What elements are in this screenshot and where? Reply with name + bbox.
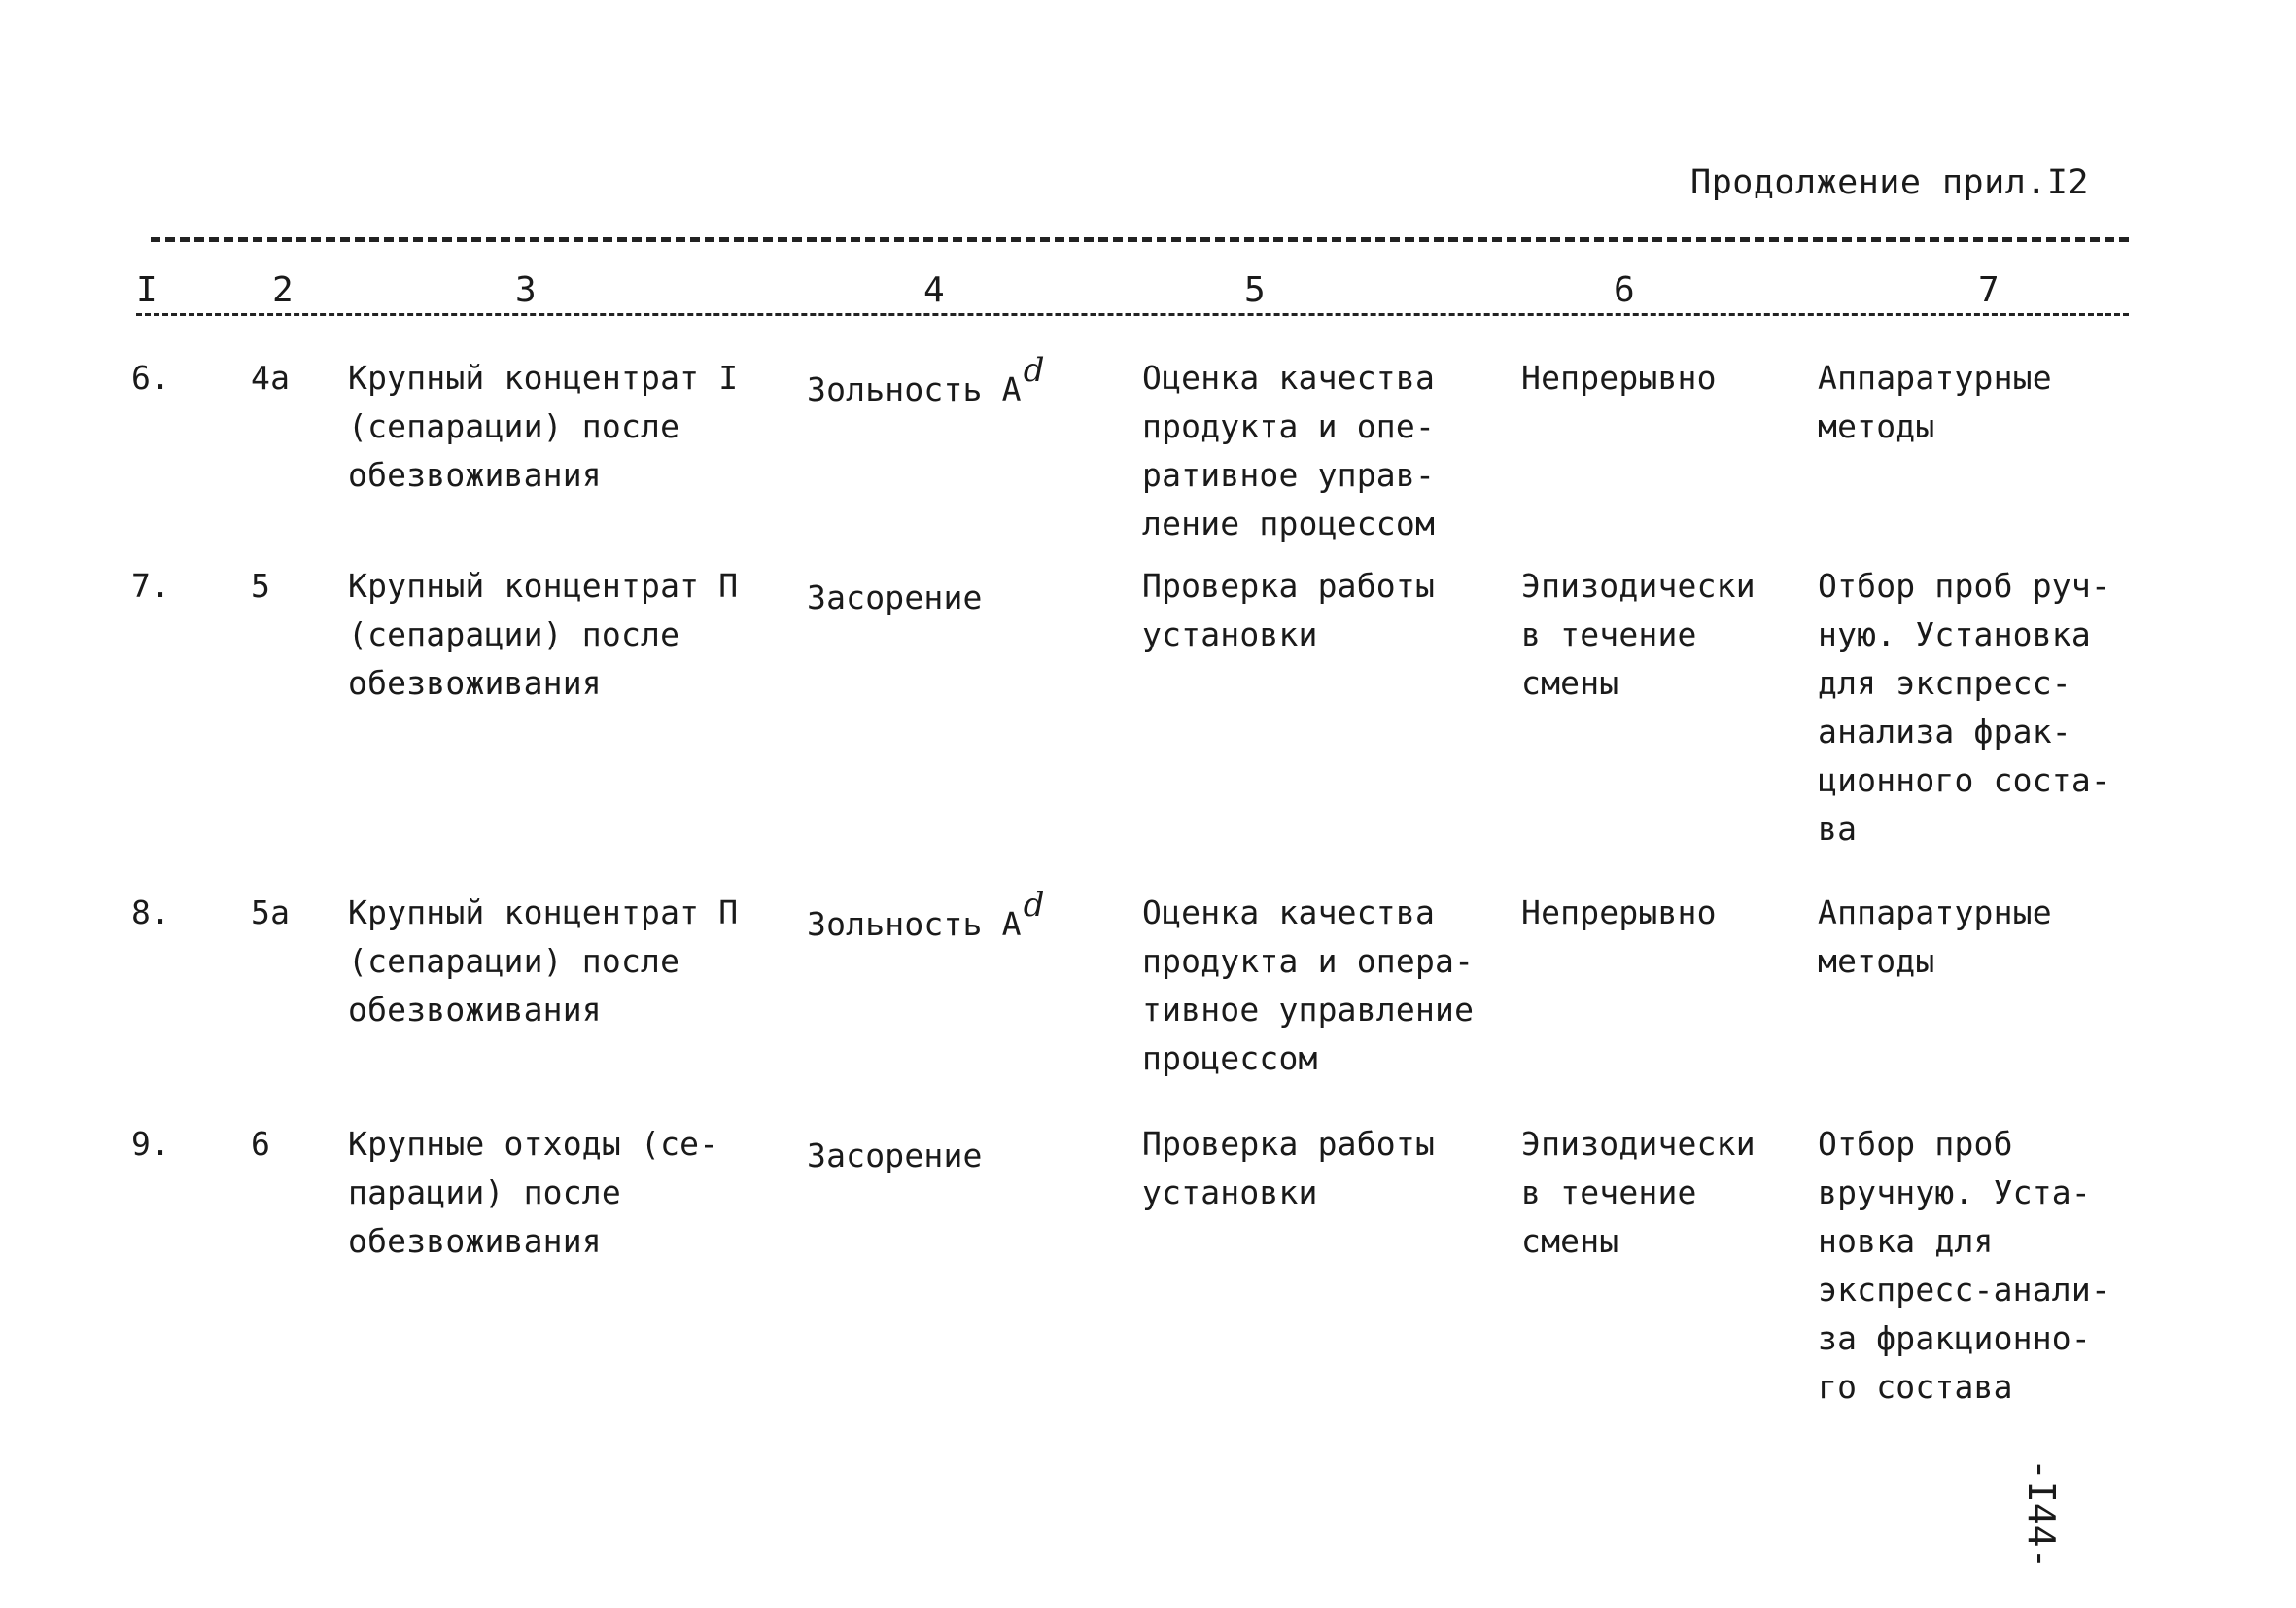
dry-basis-superscript: d (1023, 351, 1045, 390)
control-purpose: Проверка работы установки (1142, 567, 1436, 653)
control-periodicity: Эпизодически в течение смены (1521, 1125, 1756, 1260)
control-periodicity: Непрерывно (1521, 359, 1717, 397)
column-number-2: 2 (272, 270, 294, 310)
control-purpose: Проверка работы установки (1142, 1125, 1436, 1211)
control-purpose: Оценка качества продукта и опера- тивное управление процессом (1142, 893, 1475, 1077)
header-dashed-rule (136, 313, 2129, 316)
control-object: Крупные отходы (се- парации) после обезвоживания (348, 1125, 719, 1260)
page-number: -I44- (2020, 1458, 2063, 1570)
sampling-point: 5 (251, 567, 271, 605)
continuation-label: Продолжение прил.I2 (1690, 163, 2089, 202)
controlled-parameter: Зольность $А^d$ (807, 351, 1045, 408)
control-object: Крупный концентрат П (сепарации) после обезвоживания (348, 567, 739, 702)
sampling-point: 4а (251, 359, 291, 397)
control-method: Аппаратурные методы (1818, 893, 2052, 980)
control-object: Крупный концентрат П (сепарации) после обезвоживания (348, 893, 739, 1029)
column-number-3: 3 (515, 270, 537, 310)
control-periodicity: Непрерывно (1521, 893, 1717, 931)
row-number: 6. (131, 359, 171, 397)
table-top-rule (151, 237, 2129, 242)
column-number-7: 7 (1978, 270, 2000, 310)
column-number-5: 5 (1244, 270, 1266, 310)
control-object: Крупный концентрат I (сепарации) после обезвоживания (348, 359, 739, 494)
column-number-1: I (136, 270, 157, 310)
controlled-parameter: Засорение (807, 578, 983, 616)
control-periodicity: Эпизодически в течение смены (1521, 567, 1756, 702)
row-number: 7. (131, 567, 171, 605)
controlled-parameter: Зольность $А^d$ (807, 886, 1045, 943)
control-purpose: Оценка качества продукта и опе- ративное управ- ление процессом (1142, 359, 1436, 542)
control-method: Аппаратурные методы (1818, 359, 2052, 445)
control-method: Отбор проб вручную. Уста- новка для экспресс-анали- за фракционно- го состава (1818, 1125, 2111, 1406)
row-number: 9. (131, 1125, 171, 1163)
sampling-point: 5а (251, 893, 291, 931)
row-number: 8. (131, 893, 171, 931)
sampling-point: 6 (251, 1125, 271, 1163)
column-number-4: 4 (923, 270, 945, 310)
controlled-parameter: Засорение (807, 1136, 983, 1174)
column-number-row (136, 270, 2139, 319)
dry-basis-superscript: d (1023, 886, 1045, 925)
control-method: Отбор проб руч- ную. Установка для экспресс- анализа фрак- ционного соста- ва (1818, 567, 2111, 848)
column-number-6: 6 (1614, 270, 1635, 310)
